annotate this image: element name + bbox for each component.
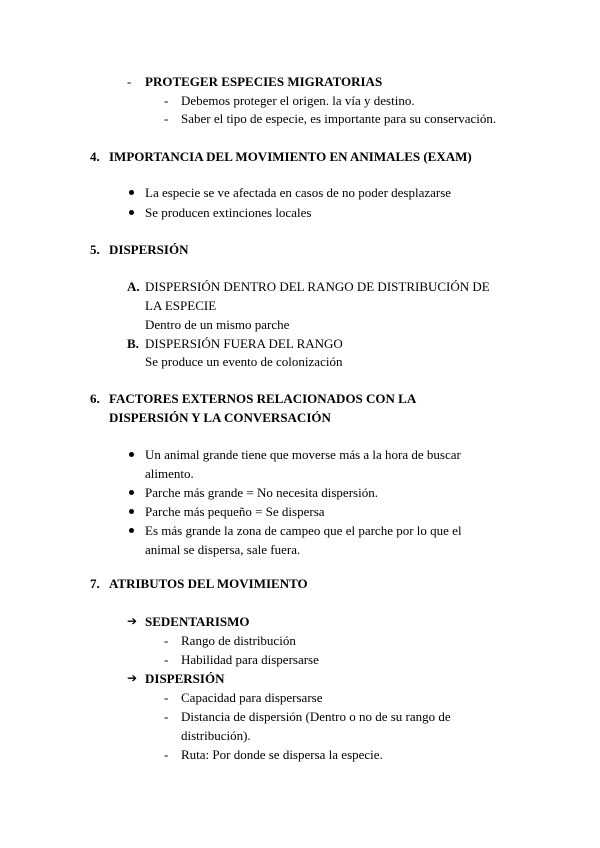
dash-marker: - bbox=[127, 74, 132, 89]
bullet-dot bbox=[129, 190, 134, 195]
list-item: Ruta: Por donde se dispersa la especie. bbox=[181, 747, 383, 762]
list-label-a: A. bbox=[127, 279, 140, 294]
heading-importancia-movimiento: IMPORTANCIA DEL MOVIMIENTO EN ANIMALES (EXAM) bbox=[109, 149, 472, 164]
list-item: Debemos proteger el origen. la vía y destino. bbox=[181, 93, 415, 108]
bullet-dot bbox=[129, 528, 134, 533]
heading-proteger-especies: PROTEGER ESPECIES MIGRATORIAS bbox=[145, 74, 383, 89]
subheading-dispersion-dentro: DISPERSIÓN DENTRO DEL RANGO DE DISTRIBUCIÓN DE bbox=[145, 279, 490, 294]
section-number: 6. bbox=[90, 391, 100, 406]
arrow-right-icon: ➔ bbox=[127, 614, 138, 628]
heading-factores-externos: FACTORES EXTERNOS RELACIONADOS CON LA bbox=[109, 391, 417, 406]
dash-marker: - bbox=[164, 747, 169, 762]
list-item: Saber el tipo de especie, es importante para su conservación. bbox=[181, 111, 497, 126]
list-item: Un animal grande tiene que moverse más a la hora de buscar bbox=[145, 447, 461, 462]
dash-marker: - bbox=[164, 111, 169, 126]
section-number: 5. bbox=[90, 242, 100, 257]
list-item: Distancia de dispersión (Dentro o no de su rango de bbox=[181, 709, 451, 724]
list-item-cont: animal se dispersa, sale fuera. bbox=[145, 542, 301, 557]
bullet-dot bbox=[129, 210, 134, 215]
dash-marker: - bbox=[164, 709, 169, 724]
subheading-dispersion-dentro-cont: LA ESPECIE bbox=[145, 298, 217, 313]
list-item: La especie se ve afectada en casos de no poder desplazarse bbox=[145, 185, 452, 200]
subheading-dispersion-atributo: DISPERSIÓN bbox=[145, 671, 225, 686]
dash-marker: - bbox=[164, 633, 169, 648]
heading-dispersion: DISPERSIÓN bbox=[109, 242, 189, 257]
list-label-b: B. bbox=[127, 336, 139, 351]
bullet-dot bbox=[129, 490, 134, 495]
list-item-cont: alimento. bbox=[145, 466, 194, 481]
section-number: 7. bbox=[90, 576, 100, 591]
list-item: Parche más grande = No necesita dispersión. bbox=[145, 485, 378, 500]
dash-marker: - bbox=[164, 93, 169, 108]
list-item: Parche más pequeño = Se dispersa bbox=[145, 504, 325, 519]
description-text: Dentro de un mismo parche bbox=[145, 317, 290, 332]
list-item: Se producen extinciones locales bbox=[145, 205, 312, 220]
subheading-dispersion-fuera: DISPERSIÓN FUERA DEL RANGO bbox=[145, 336, 343, 351]
subheading-sedentarismo: SEDENTARISMO bbox=[145, 614, 250, 629]
arrow-right-icon: ➔ bbox=[127, 671, 138, 685]
bullet-dot bbox=[129, 452, 134, 457]
bullet-dot bbox=[129, 509, 134, 514]
heading-atributos-movimiento: ATRIBUTOS DEL MOVIMIENTO bbox=[109, 576, 308, 591]
section-number: 4. bbox=[90, 149, 100, 164]
dash-marker: - bbox=[164, 690, 169, 705]
list-item: Rango de distribución bbox=[181, 633, 296, 648]
heading-factores-externos-cont: DISPERSIÓN Y LA CONVERSACIÓN bbox=[109, 410, 331, 425]
list-item: Habilidad para dispersarse bbox=[181, 652, 319, 667]
list-item-cont: distribución). bbox=[181, 728, 251, 743]
list-item: Es más grande la zona de campeo que el parche por lo que el bbox=[145, 523, 462, 538]
description-text: Se produce un evento de colonización bbox=[145, 354, 343, 369]
dash-marker: - bbox=[164, 652, 169, 667]
list-item: Capacidad para dispersarse bbox=[181, 690, 323, 705]
